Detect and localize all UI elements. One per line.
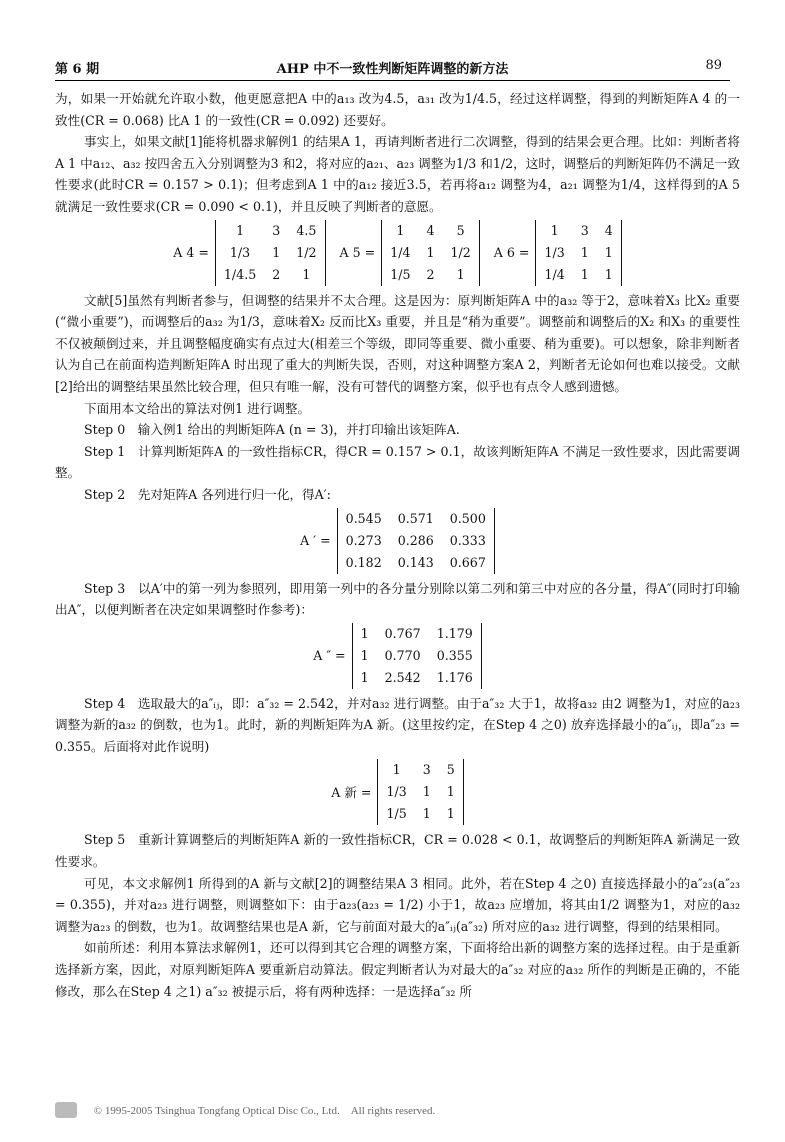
issue-number: 第 6 期 bbox=[55, 62, 100, 77]
matrix-cell: 1 bbox=[456, 266, 465, 282]
matrix-cell: 1.176 bbox=[436, 669, 473, 685]
matrix-cell: 1/4.5 bbox=[223, 266, 257, 282]
matrix-label: A ″ = bbox=[313, 647, 346, 663]
matrix-cell: 4 bbox=[426, 222, 435, 238]
matrix-cell: 1 bbox=[360, 625, 369, 641]
matrix-cell: 3 bbox=[272, 222, 281, 238]
matrix-cell: 1/4 bbox=[544, 266, 565, 282]
matrix-label: A 新 = bbox=[331, 784, 372, 800]
matrix-aprime bbox=[300, 508, 495, 574]
matrix-row-aprime bbox=[55, 508, 740, 574]
matrix-row-anew bbox=[55, 759, 740, 825]
matrix-cell: 1 bbox=[396, 222, 405, 238]
matrix-cell: 0.143 bbox=[397, 554, 434, 570]
copyright-text: © 1995-2005 Tsinghua Tongfang Optical Disc Co., Ltd. All rights reserved. bbox=[93, 1105, 436, 1117]
matrix-label: A 6 = bbox=[493, 244, 530, 260]
matrix-cell: 1 bbox=[580, 244, 589, 260]
matrix-cell: 1.179 bbox=[436, 625, 473, 641]
matrix-table bbox=[381, 220, 480, 286]
publisher-logo-icon bbox=[55, 1102, 77, 1118]
matrix-cell: 0.286 bbox=[397, 532, 434, 548]
running-title: AHP 中不一致性判断矩阵调整的新方法 bbox=[276, 62, 509, 77]
matrix-cell: 0.333 bbox=[449, 532, 486, 548]
matrix-cell: 1 bbox=[236, 222, 245, 238]
paragraph: 下面用本文给出的算法对例1 进行调整。 bbox=[84, 400, 311, 416]
step-1: Step 1 计算判断矩阵A 的一致性指标CR，得CR = 0.157 > 0.1，故该判断矩阵A 不满足一致性要求，因此需要调整。 bbox=[55, 443, 740, 481]
matrix-label: A 5 = bbox=[339, 244, 376, 260]
matrix-table bbox=[377, 759, 463, 825]
matrix-cell: 1 bbox=[580, 266, 589, 282]
paragraph: 为，如果一开始就允许取小数，他更愿意把A 中的a₁₃ 改为4.5，a₃₁ 改为1/4.5，经过这样调整，得到的判断矩阵A 4 的一致性(CR = 0.068) 比A 1 的一致性(CR = 0.092) 还要好。 bbox=[55, 91, 740, 128]
matrix-row-adprime bbox=[55, 623, 740, 689]
step-2: Step 2 先对矩阵A 各列进行归一化，得A′: bbox=[84, 486, 331, 502]
matrix-cell: 1 bbox=[422, 784, 431, 800]
matrix-label: A ′ = bbox=[300, 532, 331, 548]
matrix-cell: 1 bbox=[426, 244, 435, 260]
matrix-table bbox=[535, 220, 621, 286]
paragraph: 可见，本文求解例1 所得到的A 新与文献[2]的调整结果A 3 相同。此外，若在Step 4 之0) 直接选择最小的a″₂₃(a″₂₃ = 0.355)，并对a₂₃ 进行调整，则调整如下：由于a₂₃(a₂₃ = 1/2) 小于1，故a₂₃ 应增加，将其由1/2 调整为1，对应的a₃₂ 调整为a₂₃ 的倒数，也为1。故调整结果也是A 新，它与前面对最大的a″ᵢⱼ(a″₃₂) 所对应的a₃₂ 进行调整，得到的结果相同。 bbox=[55, 875, 740, 934]
matrix-cell: 0.500 bbox=[449, 510, 486, 526]
matrix-cell: 0.355 bbox=[436, 647, 473, 663]
matrix-cell: 1/2 bbox=[296, 244, 317, 260]
step-5: Step 5 重新计算调整后的判断矩阵A 新的一致性指标CR，CR = 0.028 < 0.1，故调整后的判断矩阵A 新满足一致性要求。 bbox=[55, 832, 740, 870]
running-header bbox=[55, 58, 730, 80]
matrix-cell: 0.571 bbox=[397, 510, 434, 526]
matrix-cell: 1 bbox=[604, 244, 613, 260]
step-0: Step 0 输入例1 给出的判断矩阵A (n = 3)，并打印输出该矩阵A. bbox=[84, 422, 460, 438]
matrix-cell: 0.667 bbox=[449, 554, 486, 570]
matrix-cell: 4.5 bbox=[296, 222, 317, 238]
matrix-table bbox=[352, 623, 482, 689]
matrix-table bbox=[215, 220, 326, 286]
paragraph: 如前所述：利用本算法求解例1，还可以得到其它合理的调整方案，下面将给出新的调整方案的选择过程。由于是重新选择新方案，因此，对原判断矩阵A 要重新启动算法。假定判断者认为对最大的a″₃₂ 对应的a₃₂ 所作的判断是正确的，不能修改，那么在Step 4 之1) a″₃₂ 被提示后，将有两种选择：一是选择a″₃₂ 所 bbox=[55, 940, 740, 999]
step-4: Step 4 选取最大的a″ᵢⱼ，即：a″₃₂ = 2.542，并对a₃₂ 进行调整。由于a″₃₂ 大于1，故将a₃₂ 由2 调整为1，对应的a₂₃ 调整为新的a₃₂ 的倒数，也为1。此时，新的判断矩阵为A 新。(这里按约定，在Step 4 之0) 放弃选择最小的a″ᵢⱼ，即a″₂₃ = 0.355。后面将对此作说明) bbox=[55, 695, 740, 754]
step-3: Step 3 以A′中的第一列为参照列，即用第一列中的各分量分别除以第二列和第三中对应的各分量，得A″(同时打印输出A″，以便判断者在决定如果调整时作参考)： bbox=[55, 580, 740, 618]
matrix-cell: 1 bbox=[360, 669, 369, 685]
matrix-table bbox=[337, 508, 495, 574]
matrix-cell: 1 bbox=[422, 806, 431, 822]
article-body bbox=[55, 88, 740, 1002]
matrix-cell: 1 bbox=[360, 647, 369, 663]
matrix-cell: 0.770 bbox=[384, 647, 421, 663]
matrix-cell: 0.545 bbox=[345, 510, 382, 526]
matrix-cell: 1/5 bbox=[390, 266, 411, 282]
matrix-cell: 0.182 bbox=[345, 554, 382, 570]
matrix-cell: 1 bbox=[550, 222, 559, 238]
paragraph: 文献[5]虽然有判断者参与，但调整的结果并不太合理。这是因为：原判断矩阵A 中的a₃₂ 等于2，意味着X₃ 比X₂ 重要(“微小重要”)，而调整后的a₃₂ 为1/3，意味着X₂ 反而比X₃ 重要，并且是“稍为重要”。调整前和调整后的X₂ 和X₃ 的重要性不仅被颠倒过来，并且调整幅度确实有点过大(相差三个等级，即同等重要、微小重要、稍为重要)。可以想象，除非判断者认为自己在前面构造判断矩阵A 时出现了重大的判断失误，否则，对这种调整方案A 2，判断者无论如何也难以接受。文献[2]给出的调整结果虽然比较合理，但只有唯一解，没有可替代的调整方案，似乎也有点令人感到遗憾。 bbox=[55, 292, 740, 394]
matrix-cell: 0.273 bbox=[345, 532, 382, 548]
header-rule bbox=[55, 80, 730, 81]
matrix-a5 bbox=[340, 220, 480, 286]
matrix-cell: 1/2 bbox=[450, 244, 471, 260]
matrix-cell: 1/5 bbox=[386, 806, 407, 822]
matrix-cell: 2 bbox=[426, 266, 435, 282]
matrix-cell: 1 bbox=[604, 266, 613, 282]
matrix-a4 bbox=[173, 220, 325, 286]
matrix-cell: 2.542 bbox=[384, 669, 421, 685]
matrix-cell: 5 bbox=[456, 222, 465, 238]
matrix-cell: 1 bbox=[302, 266, 311, 282]
matrix-anew bbox=[331, 759, 464, 825]
matrix-cell: 3 bbox=[580, 222, 589, 238]
matrix-cell: 1/3 bbox=[386, 784, 407, 800]
matrix-cell: 1 bbox=[392, 762, 401, 778]
matrix-a6 bbox=[494, 220, 622, 286]
copyright-footer bbox=[55, 1102, 435, 1118]
matrix-cell: 1/3 bbox=[229, 244, 251, 260]
matrix-cell: 2 bbox=[272, 266, 281, 282]
matrix-cell: 1 bbox=[272, 244, 281, 260]
matrix-adprime bbox=[313, 623, 482, 689]
matrix-cell: 1 bbox=[446, 784, 455, 800]
matrix-label: A 4 = bbox=[173, 244, 209, 260]
matrix-cell: 3 bbox=[422, 762, 431, 778]
matrix-cell: 1/3 bbox=[544, 244, 565, 260]
matrix-cell: 1 bbox=[446, 806, 455, 822]
page-number: 89 bbox=[705, 58, 722, 73]
matrix-cell: 4 bbox=[604, 222, 613, 238]
matrix-cell: 5 bbox=[446, 762, 455, 778]
matrix-row-a4-a5-a6 bbox=[55, 220, 740, 286]
matrix-cell: 1/4 bbox=[390, 244, 411, 260]
matrix-cell: 0.767 bbox=[384, 625, 421, 641]
paragraph: 事实上，如果文献[1]能将机器求解例1 的结果A 1，再请判断者进行二次调整，得到的结果会更合理。比如：判断者将A 1 中a₁₂、a₃₂ 按四舍五入分别调整为3 和2，将对应的a₂₁、a₂₃ 调整为1/3 和1/2，这时，调整后的判断矩阵仍不满足一致性要求(此时CR = 0.157 > 0.1)；但考虑到A 1 中的a₁₂ 接近3.5，若再将a₁₂ 调整为4，a₂₁ 调整为1/4，这样得到的A 5 就满足一致性要求(CR = 0.090 < 0.1)，并且反映了判断者的意愿。 bbox=[55, 134, 740, 214]
